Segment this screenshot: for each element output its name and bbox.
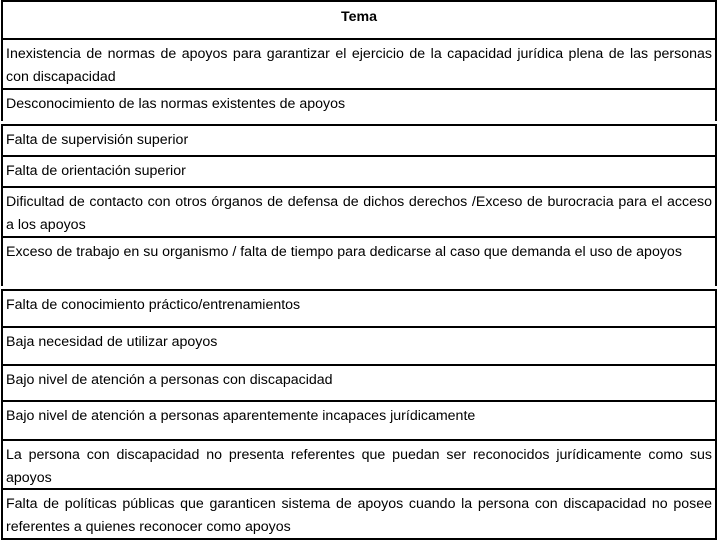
header-title: Tema	[340, 9, 377, 25]
table-row: Falta de políticas públicas que garanticen sistema de apoyos cuando la persona con discapacidad no posee referentes a quienes reconocer como apoyos	[1, 488, 717, 540]
table-row: Falta de orientación superior	[1, 155, 717, 186]
table-header	[1, 0, 717, 38]
table-row: Inexistencia de normas de apoyos para garantizar el ejercicio de la capacidad jurídica plena de las personas con discapacidad	[1, 38, 717, 88]
table-row: Falta de supervisión superior	[1, 124, 717, 155]
table-row: La persona con discapacidad no presenta referentes que puedan ser reconocidos jurídicamente como sus apoyos	[1, 439, 717, 488]
topics-table	[1, 0, 717, 540]
table-row: Bajo nivel de atención a personas con discapacidad	[1, 364, 717, 400]
table-row: Bajo nivel de atención a personas aparentemente incapaces jurídicamente	[1, 400, 717, 439]
table-row: Baja necesidad de utilizar apoyos	[1, 326, 717, 364]
table-row: Dificultad de contacto con otros órganos de defensa de dichos derechos /Exceso de burocracia para el acceso a los apoyos	[1, 186, 717, 236]
table-row: Desconocimiento de las normas existentes de apoyos	[1, 88, 717, 121]
table-row: Falta de conocimiento práctico/entrenamientos	[1, 289, 717, 326]
table-row: Exceso de trabajo en su organismo / falta de tiempo para dedicarse al caso que demanda el uso de apoyos	[1, 236, 717, 286]
